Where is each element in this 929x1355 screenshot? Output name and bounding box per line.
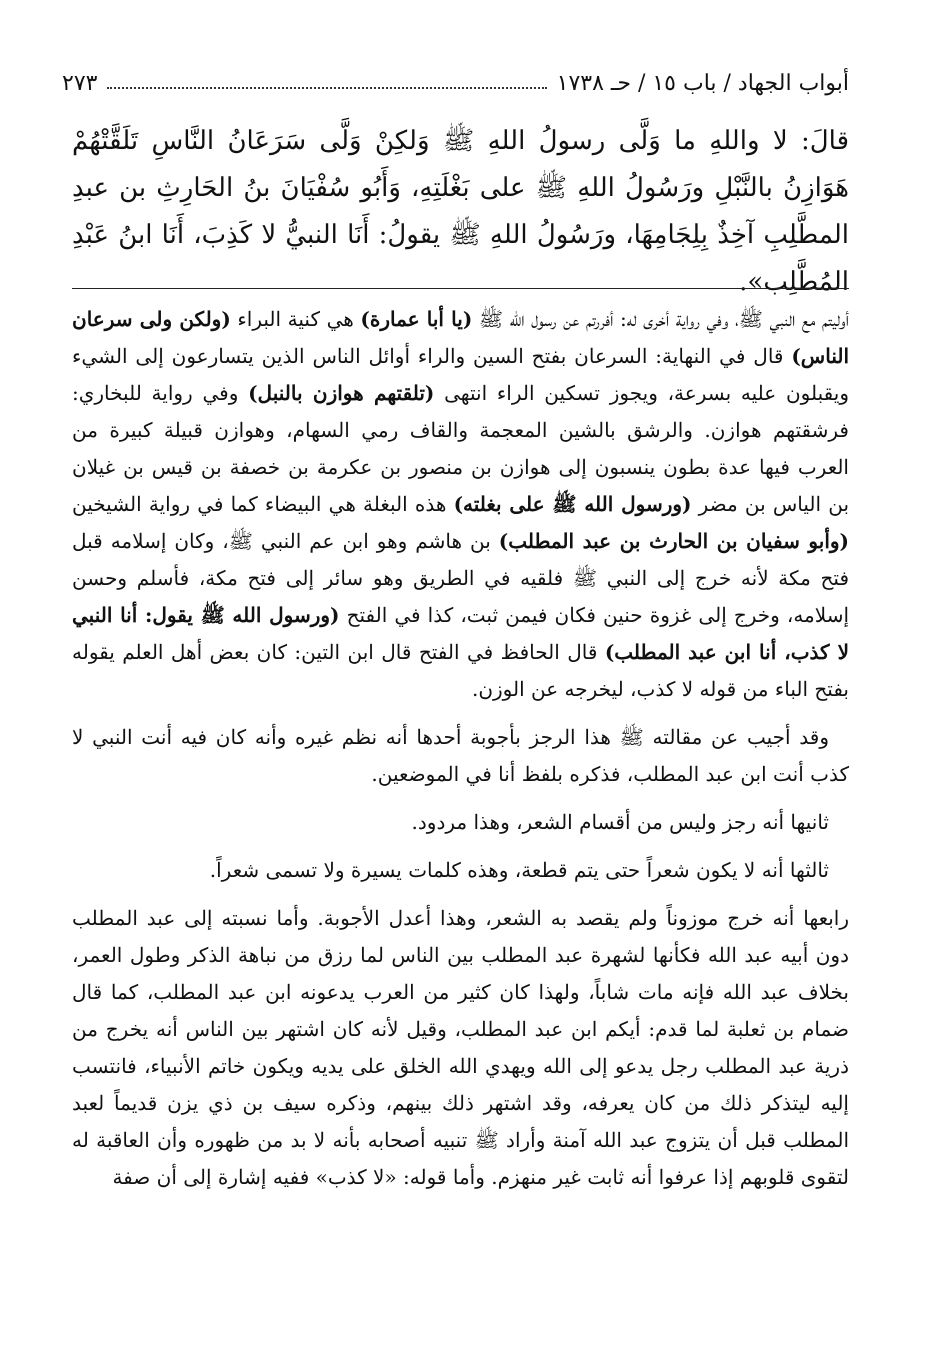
running-header [62, 62, 849, 96]
hadith-text-block [72, 118, 849, 306]
note-text: هذه البغلة هي البيضاء كما في رواية الشيخين [72, 492, 454, 516]
note-text: وفي رواية للبخاري: فرشقتهم هوازن. والرشق بالشين المعجمة والقاف رمي السهام، وهوازن قبيلة كبيرة من العرب فيها عدة بطون ينسبون إلى هوازن بن منصور بن عكرمة بن خصفة بن قيس بن غيلان بن الياس بن مضر [72, 381, 850, 516]
commentary-paragraph-3: ثانيها أنه رجز وليس من أقسام الشعر، وهذا مردود. [411, 810, 829, 834]
note-lemma: (وأبو سفيان بن الحارث بن عبد المطلب) [498, 529, 849, 553]
running-title: أبواب الجهاد / باب ١٥ / حـ ١٧٣٨ [556, 71, 849, 96]
note-text: أوليتم مع النبي ﷺ، وفي رواية أخرى له: أفررتم عن رسول الله ﷺ [472, 307, 849, 331]
note-text: بن هاشم وهو ابن عم النبي ﷺ، وكان إسلامه قبل فتح مكة لأنه خرج إلى النبي ﷺ فلقيه في الطريق وهو سائر إلى فتح مكة، فأسلم وحسن إسلامه، وخرج إلى غزوة حنين فكان فيمن ثبت، كذا في الفتح [72, 529, 850, 627]
note-lemma: (تلقتهم هوازن بالنبل) [248, 381, 435, 405]
page-number: ٢٧٣ [62, 71, 98, 96]
note-lemma: (يا أبا عمارة) [360, 307, 473, 331]
commentary-paragraph-1 [72, 301, 849, 708]
note-text: قال الحافظ في الفتح قال ابن التين: كان بعض أهل العلم يقوله بفتح الباء من قوله لا كذب، ليخرجه عن الوزن. [72, 640, 849, 701]
commentary-block [72, 301, 849, 1207]
commentary-paragraph-2: وقد أجيب عن مقالته ﷺ هذا الرجز بأجوبة أحدها أنه نظم غيره وأنه كان فيه أنت النبي لا كذب أنت ابن عبد المطلب، فذكره بلفظ أنا في الموضعين. [72, 725, 849, 786]
footnote-divider [72, 288, 849, 289]
commentary-paragraph-5: رابعها أنه خرج موزوناً ولم يقصد به الشعر، وهذا أعدل الأجوبة. وأما نسبته إلى عبد المطلب دون أبيه عبد الله فكأنها لشهرة عبد المطلب بين الناس لما رزق من نباهة الذكر وطول العمر، بخلاف عبد الله فإنه مات شاباً، ولهذا كان كثير من العرب يدعونه ابن عبد المطلب، كما قال ضمام بن ثعلبة لما قدم: أيكم ابن عبد المطلب، وقيل لأنه كان اشتهر بين الناس أنه يخرج من ذرية عبد المطلب رجل يدعو إلى الله ويهدي الله الخلق على يديه ويكون خاتم الأنبياء، فانتسب إليه ليتذكر ذلك من كان يعرفه، وقد اشتهر ذلك بينهم، وذكره سيف بن ذي يزن قديماً لعبد المطلب قبل أن يتزوج عبد الله آمنة وأراد ﷺ تنبيه أصحابه بأنه لا بد من ظهوره وأن العاقبة له لتقوى قلوبهم إذا عرفوا أنه ثابت غير منهزم. وأما قوله: «لا كذب» ففيه إشارة إلى أن صفة [72, 906, 849, 1189]
note-lemma: (ورسول الله ﷺ على بغلته) [453, 492, 692, 516]
note-lemma: (ولكن ولى سرعان الناس) [72, 307, 849, 368]
note-text: قال في النهاية: السرعان بفتح السين والراء أوائل الناس الذين يتسارعون إلى الشيء ويقبلون عليه بسرعة، ويجوز تسكين الراء انتهى [72, 344, 849, 405]
hadith-text: قالَ: لا واللهِ ما وَلَّى رسولُ اللهِ ﷺ وَلكِنْ وَلَّى سَرَعَانُ النَّاسِ تَلَقَّتْهُمْ هَوَازِنُ بالنَّبْلِ ورَسُولُ اللهِ ﷺ على بَغْلَتِهِ، وَأَبُو سُفْيَانَ بنُ الحَارِثِ بن عبدِ المطَّلِبِ آخِذٌ بِلِجَامِهَا، ورَسُولُ اللهِ ﷺ يقولُ: أَنَا النبيُّ لا كَذِبَ، أَنَا ابنُ عَبْدِ المُطَّلِب». [72, 126, 849, 297]
note-lemma: (ورسول الله ﷺ يقول: أنا النبي لا كذب، أنا ابن عبد المطلب) [72, 603, 849, 664]
leader-dots [107, 87, 546, 89]
note-text: هي كنية البراء [230, 307, 361, 331]
commentary-paragraph-4: ثالثها أنه لا يكون شعراً حتى يتم قطعة، وهذه كلمات يسيرة ولا تسمى شعراً. [209, 858, 829, 882]
